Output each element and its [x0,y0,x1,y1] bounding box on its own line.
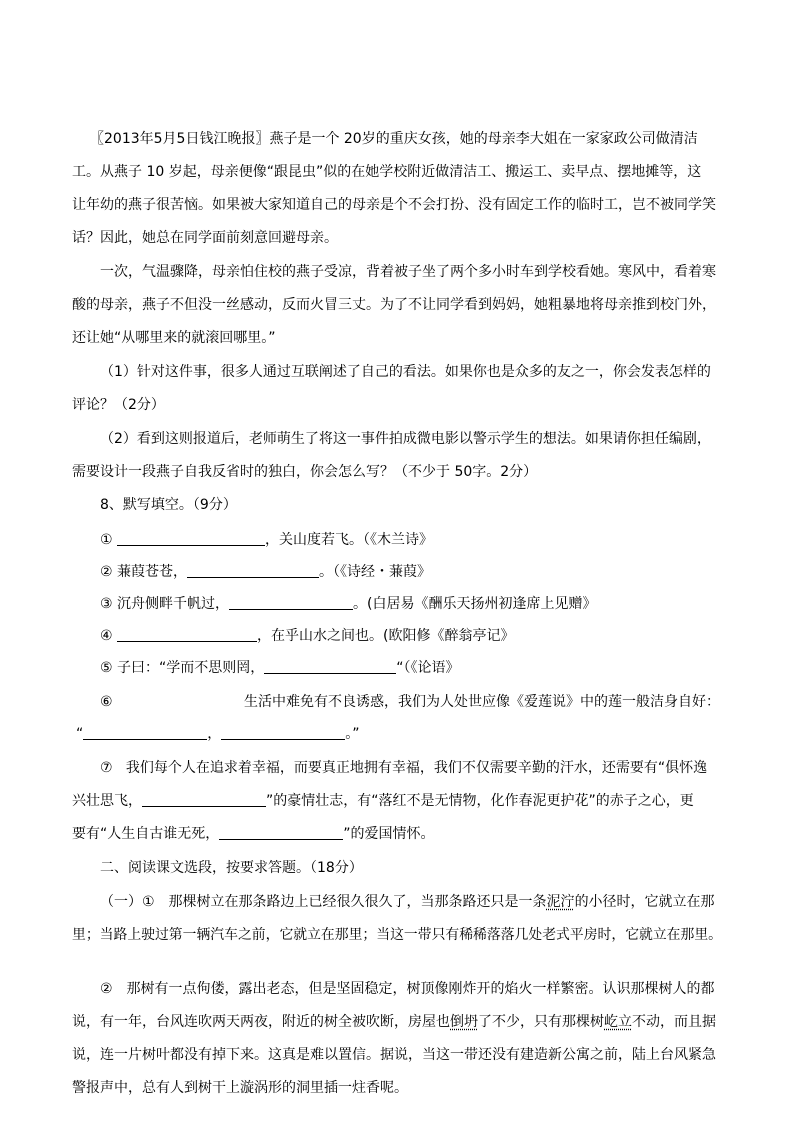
article-p1-line4: 话？因此，她总在同学面前刻意回避母亲。 [72,230,338,246]
item-text: ”的爱国情怀。 [343,826,435,842]
item-number: ① [100,532,113,548]
section-8-title: 8、默写填空。（9分） [100,497,237,513]
fill-item-2 [100,563,431,581]
article-p2-line2: 酸的母亲，燕子不但没一丝感动，反而火冒三丈。为了不让同学看到妈妈，她粗暴地将母亲推到校门外， [72,297,716,313]
answer-blank-4[interactable] [117,627,257,642]
comma: ， [207,726,222,742]
item-text: ”的豪情壮志，有“落红不是无情物，化作春泥更护花”的赤子之心，更 [266,793,694,809]
question-1-line2: 评论？（2分） [72,397,165,413]
article-p1-line3: 让年幼的燕子很苦恼。如果被大家知道自己的母亲是个不会打扮、没有固定工作的临时工，岂不被同学笑 [72,197,716,213]
item-text: 我们每个人在追求着幸福，而要真正地拥有幸福，我们不仅需要辛勤的汗水，还需要有“俱怀逸 [125,760,708,776]
close-quote: 。” [345,726,360,742]
item-text: 蒹葭苍苍， [117,564,188,580]
reading-para2-line1: ② 那树有一点佝偻，露出老态，但是坚固稳定，树顶像刚炸开的焰火一样繁密。认识那棵树人的都 [100,981,715,997]
fill-item-6-text: 生活中难免有不良诱惑，我们为人处世应像《爱莲说》中的莲一般洁身自好： [244,694,720,710]
reading-para1-line2: 里；当路上驶过第一辆汽车之前，它就立在那里；当这一带只有稀稀落落几处老式平房时，它就立在那里。 [72,927,722,943]
article-p2-line1: 一次，气温骤降，母亲怕住校的燕子受凉，背着被子坐了两个多小时车到学校看她。寒风中，看着寒 [100,264,716,280]
section-2-title: 二、阅读课文选段，按要求答题。（18分） [100,860,363,876]
question-1-line1: （1）针对这件事，很多人通过互联阐述了自己的看法。如果你也是众多的友之一，你会发表怎样的 [100,364,711,380]
item-text: 。(白居易《酬乐天扬州初逢席上见赠》 [353,596,597,612]
question-2-line1: （2）看到这则报道后，老师萌生了将这一事件拍成微电影以警示学生的想法。如果请你担任编剧， [100,431,711,447]
article-p1-line1: 〖2013年5月5日钱江晚报〗燕子是一个 20岁的重庆女孩，她的母亲李大姐在一家家政公司做清洁 [90,131,698,147]
item-number: ⑦ [100,760,113,776]
answer-blank-2[interactable] [187,563,319,578]
item-number: ③ [100,596,113,612]
reading-para1-line1 [100,893,715,911]
para-text: 说，有一年，台风连吹两天两夜，附近的树全被吹断，房屋也 [72,1014,450,1030]
fill-item-6-number: ⑥ [100,694,113,710]
fill-item-7-line3 [72,825,435,843]
open-quote: “ [76,726,84,742]
para-text: 不动，而且据 [632,1014,716,1030]
item-text: 。（《诗经・蒹葭》 [319,564,432,580]
item-text: 兴壮思飞， [72,793,142,809]
answer-blank-6b[interactable] [221,725,345,740]
fill-item-6-answers [76,725,360,743]
para-text: （一）① 那棵树立在那条路边上已经很久很久了，当那条路还只是一条 [100,894,547,910]
underlined-word: 倒坍 [450,1014,478,1030]
article-p2-line3: 还让她“从哪里来的就滚回哪里。” [72,330,276,346]
underlined-word: 泥泞 [546,894,575,910]
answer-blank-3[interactable] [229,595,353,610]
item-number: ② [100,564,113,580]
reading-para2-line3: 说，连一片树叶都没有掉下来。这真是难以置信。据说，当这一带还没有建造新公寓之前，陆上台风紧急 [72,1047,716,1063]
item-text: ，在乎山水之间也。(欧阳修《醉翁亭记》 [257,628,515,644]
item-text: “（《论语》 [396,660,460,676]
question-2-line2: 需要设计一段燕子自我反省时的独白，你会怎么写？（不少于 50字。2分） [72,464,538,480]
para-text: 了不少，只有那棵树 [478,1014,604,1030]
item-text: 沉舟侧畔千帆过， [117,596,230,612]
answer-blank-5[interactable] [264,659,396,674]
underlined-word: 屹立 [604,1014,632,1030]
answer-blank-7a[interactable] [142,792,266,807]
item-text: ，关山度若飞。（《木兰诗》 [265,532,434,548]
fill-item-7-line2 [72,792,694,810]
reading-para2-line4: 警报声中，总有人到树干上漩涡形的洞里插一炷香呢。 [72,1080,408,1096]
item-text: 子曰：“学而不思则罔， [117,660,265,676]
answer-blank-6a[interactable] [83,725,207,740]
fill-item-7-line1 [100,759,707,777]
fill-item-5 [100,659,460,677]
fill-item-4 [100,627,514,645]
item-number: ④ [100,628,113,644]
item-text: 要有“人生自古谁无死， [72,826,220,842]
article-p1-line2: 工。从燕子 10 岁起，母亲便像“跟昆虫”似的在她学校附近做清洁工、搬运工、卖早点、摆地摊等，这 [72,164,702,180]
item-number: ⑤ [100,660,113,676]
answer-blank-1[interactable] [117,531,265,546]
reading-para2-line2 [72,1013,716,1031]
fill-item-3 [100,595,596,613]
answer-blank-7b[interactable] [219,825,343,840]
para-text: 的小径时，它就立在那 [574,894,715,910]
fill-item-1 [100,531,433,549]
